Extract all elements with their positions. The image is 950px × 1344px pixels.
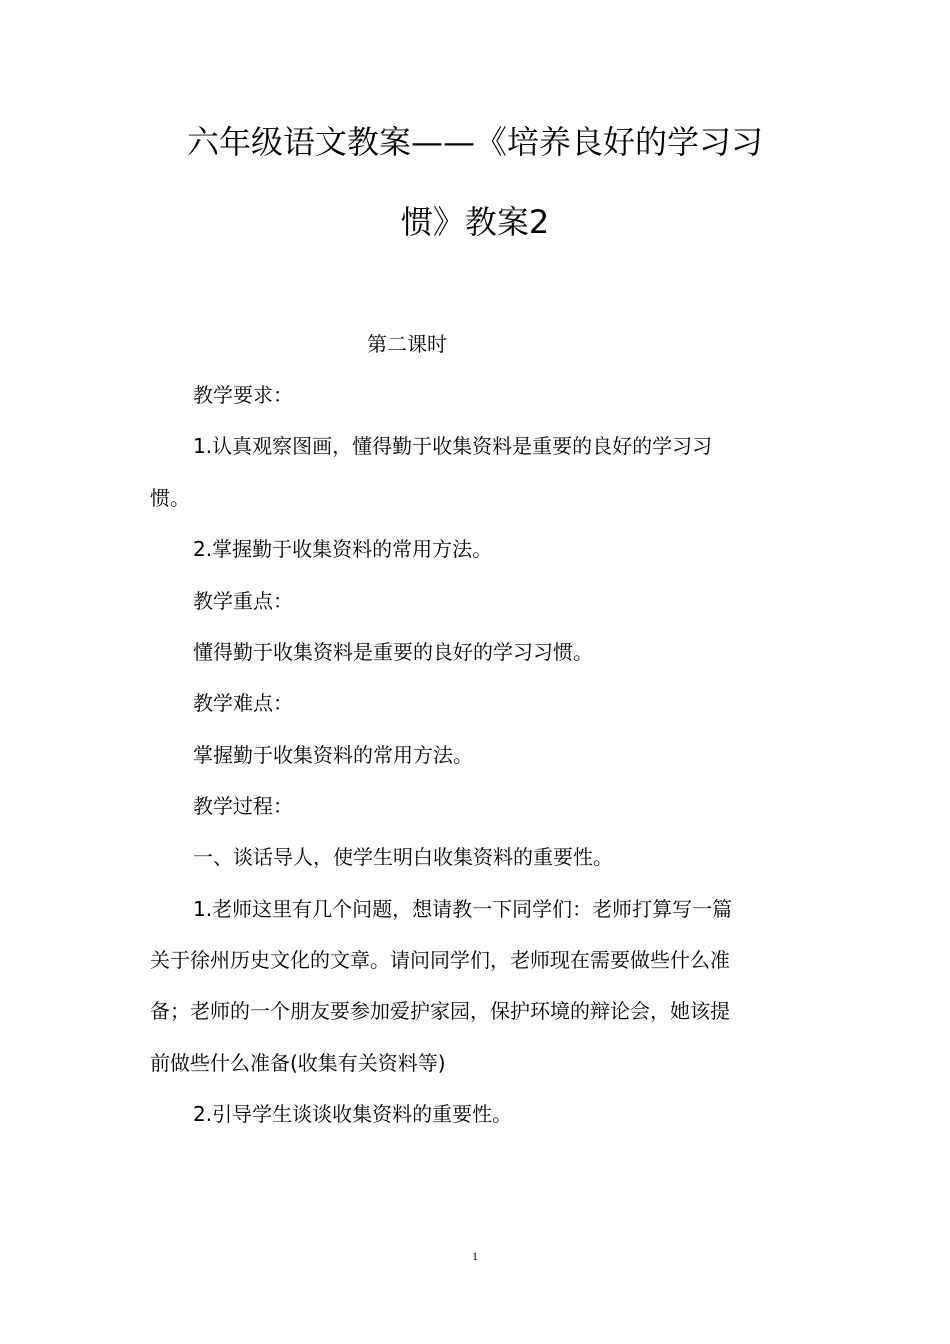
key-point-heading: 教学重点：: [193, 589, 293, 613]
requirement-1-line-1: 1.认真观察图画，懂得勤于收集资料是重要的良好的学习习: [193, 434, 713, 458]
requirement-2: 2.掌握勤于收集资料的常用方法。: [193, 537, 493, 561]
step-1-line-1: 1.老师这里有几个问题，想请教一下同学们：老师打算写一篇: [193, 897, 733, 921]
step-1-line-3: 备；老师的一个朋友要参加爱护家园，保护环境的辩论会，她该提: [150, 999, 730, 1023]
process-heading: 教学过程：: [193, 794, 293, 818]
difficulty-heading: 教学难点：: [193, 691, 293, 715]
lesson-label: 第二课时: [367, 332, 447, 356]
step-1-line-2: 关于徐州历史文化的文章。请问同学们，老师现在需要做些什么准: [150, 948, 730, 972]
step-2: 2.引导学生谈谈收集资料的重要性。: [193, 1102, 513, 1126]
document-title-line-1: 六年级语文教案——《培养良好的学习习: [186, 123, 763, 161]
requirement-1-line-2: 惯。: [150, 486, 190, 510]
requirements-heading: 教学要求：: [193, 383, 293, 407]
page-number: 1: [472, 1249, 478, 1263]
key-point-text: 懂得勤于收集资料是重要的良好的学习习惯。: [193, 640, 593, 664]
document-title-line-2: 惯》教案2: [400, 203, 550, 241]
section-1-heading: 一、谈话导人，使学生明白收集资料的重要性。: [193, 845, 613, 869]
step-1-line-4: 前做些什么准备(收集有关资料等): [150, 1051, 446, 1075]
difficulty-text: 掌握勤于收集资料的常用方法。: [193, 743, 473, 767]
